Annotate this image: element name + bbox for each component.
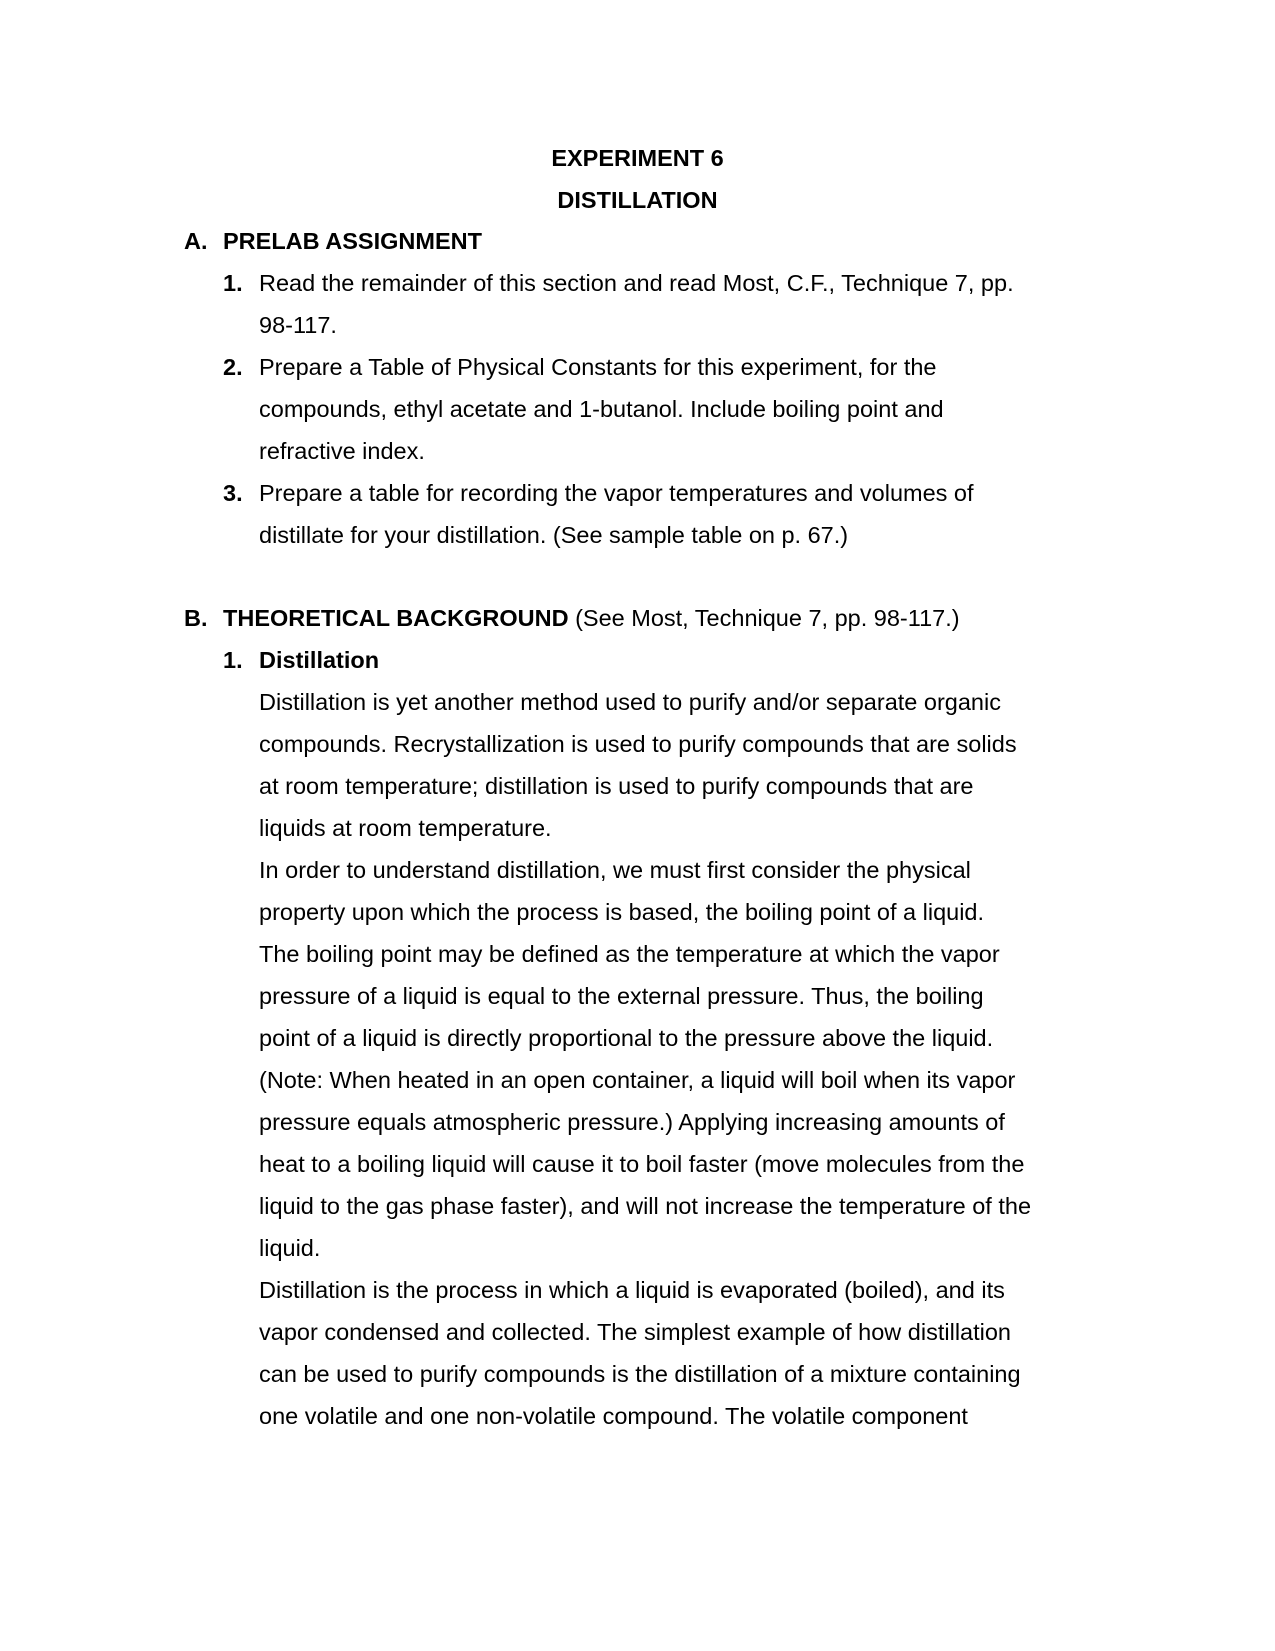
section-b-marker: B. [184, 605, 208, 631]
document-subtitle: DISTILLATION [557, 187, 718, 213]
prelab-item-number: 3. [223, 480, 243, 506]
prelab-item-line: 98-117. [259, 312, 337, 338]
body-line: point of a liquid is directly proportional to the pressure above the liquid. [259, 1025, 994, 1051]
body-line: Distillation is the process in which a liquid is evaporated (boiled), and its [259, 1277, 1005, 1303]
prelab-item-line: compounds, ethyl acetate and 1-butanol. Include boiling point and [259, 396, 944, 422]
prelab-item-number: 2. [223, 354, 243, 380]
section-a-heading: PRELAB ASSIGNMENT [223, 228, 482, 254]
prelab-item-line: Prepare a table for recording the vapor temperatures and volumes of [259, 480, 974, 506]
body-line: pressure of a liquid is equal to the external pressure. Thus, the boiling [259, 983, 984, 1009]
body-line: one volatile and one non-volatile compound. The volatile component [259, 1403, 968, 1429]
section-a-marker: A. [184, 228, 208, 254]
body-line: property upon which the process is based, the boiling point of a liquid. [259, 899, 985, 925]
body-line: vapor condensed and collected. The simplest example of how distillation [259, 1319, 1011, 1345]
section-b-heading: THEORETICAL BACKGROUND [223, 605, 569, 631]
prelab-item-number: 1. [223, 270, 243, 296]
document-title: EXPERIMENT 6 [551, 145, 724, 171]
body-line: liquid. [259, 1235, 321, 1261]
body-line: at room temperature; distillation is used to purify compounds that are [259, 773, 974, 799]
body-line: liquid to the gas phase faster), and will not increase the temperature of the [259, 1193, 1032, 1219]
body-line: pressure equals atmospheric pressure.) Applying increasing amounts of [259, 1109, 1005, 1135]
prelab-item-line: Prepare a Table of Physical Constants for this experiment, for the [259, 354, 937, 380]
body-line: (Note: When heated in an open container, a liquid will boil when its vapor [259, 1067, 1016, 1093]
body-line: The boiling point may be defined as the temperature at which the vapor [259, 941, 1000, 967]
section-b-heading-line [223, 603, 960, 633]
body-line: Distillation is yet another method used to purify and/or separate organic [259, 689, 1001, 715]
prelab-item-line: distillate for your distillation. (See sample table on p. 67.) [259, 522, 849, 548]
body-line: compounds. Recrystallization is used to purify compounds that are solids [259, 731, 1017, 757]
subsection-heading: Distillation [259, 647, 380, 673]
body-line: liquids at room temperature. [259, 815, 552, 841]
prelab-item-line: Read the remainder of this section and read Most, C.F., Technique 7, pp. [259, 270, 1014, 296]
prelab-item-line: refractive index. [259, 438, 425, 464]
body-line: heat to a boiling liquid will cause it to boil faster (move molecules from the [259, 1151, 1025, 1177]
subsection-number: 1. [223, 647, 243, 673]
section-b-heading-note: (See Most, Technique 7, pp. 98-117.) [568, 605, 960, 631]
body-line: can be used to purify compounds is the distillation of a mixture containing [259, 1361, 1021, 1387]
body-line: In order to understand distillation, we must first consider the physical [259, 857, 971, 883]
